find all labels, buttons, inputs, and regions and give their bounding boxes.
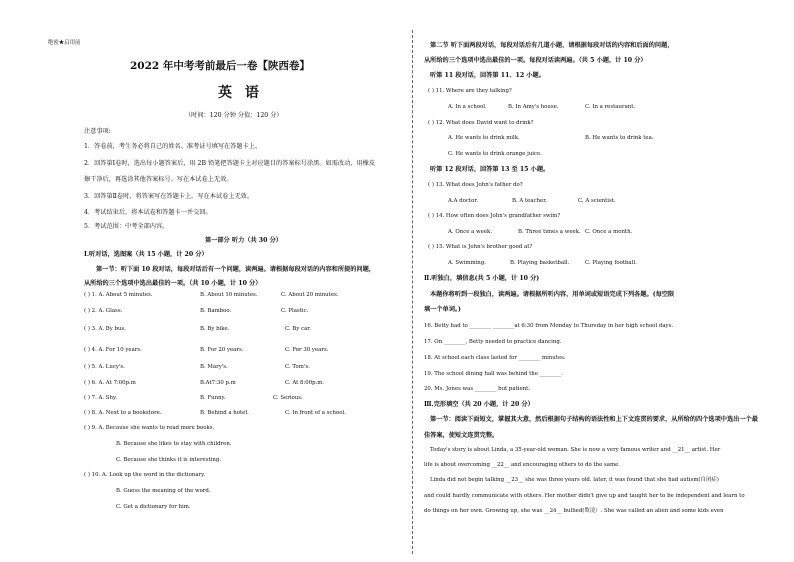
option-c: C. Once a month.: [585, 229, 633, 235]
option-b: B. Guess the meaning of the word.: [116, 488, 211, 494]
question-stem: ( ) 12. What does David want to drink?: [428, 120, 534, 126]
option-c: C. By car.: [285, 326, 312, 332]
option-b: B. Mary's.: [200, 364, 228, 370]
option-b: B. For 20 years.: [200, 347, 244, 353]
part1-title: 第一部分 听力（共 30 分）: [205, 237, 282, 244]
option-c: C. Tom's.: [285, 364, 310, 370]
question-stem: ( ) 11. Where are they talking?: [428, 88, 512, 94]
question-stem: ( ) 9. A. Because she wants to read more books.: [84, 425, 215, 431]
note-item: 5．考试范围：中考全部内容。: [84, 223, 169, 230]
question-stem: ( ) 8. A. Next to a bookstore.: [84, 410, 162, 416]
option-b: B. Because she likes to stay with children.: [116, 441, 232, 447]
option-b: B. Playing basketball.: [510, 260, 570, 266]
note-item: 2．回答第Ⅰ卷时，选出每小题答案后，用 2B 铅笔把答题卡上对应题目的答案标号涂黑。如需改动，用橡皮: [84, 160, 376, 167]
option-b: B. Three times a week.: [518, 229, 581, 235]
fill-blank-item: 18. At school each class lasted for ________ minutes.: [424, 355, 566, 361]
section3-instruction: 佳答案，使短文连贯完整。: [424, 432, 499, 439]
dialogue-title: 听第 12 段对话，回答第 13 至 15 小题。: [430, 166, 550, 173]
section1-instruction: 第一节：听下面 10 段对话，每段对话后有一个问题，读两遍。请根据每段对话的内容和所提的问题，: [96, 266, 375, 273]
note-item: 1．答卷前，考生务必将自己的姓名、准考证号填写在答题卡上。: [84, 143, 262, 150]
option-a: A. In a school.: [448, 104, 487, 110]
option-a: A. Once a week.: [448, 229, 493, 235]
passage-line: Today's story is about Linda, a 35-year-old woman. She is now a very famous writer and __21__ artist. Her: [430, 447, 721, 453]
option-a: A. Swimming.: [448, 260, 486, 266]
option-b: B. Funny.: [200, 395, 226, 401]
option-c: C. Plastic.: [281, 308, 309, 314]
section3-title: Ⅲ.完形填空（共 20 小题，计 20 分）: [424, 401, 534, 408]
option-a: A. He wants to drink milk.: [448, 135, 520, 141]
question-stem: ( ) 4. A. For 10 years.: [84, 347, 142, 353]
option-c: C. In a restaurant.: [585, 104, 636, 110]
section1-title: Ⅰ.听对话，选图案（共 15 小题，计 20 分）: [84, 251, 208, 258]
notes-title: 注意事项:: [84, 128, 111, 135]
question-stem: ( ) 15. What is John's brother good at?: [428, 244, 533, 250]
question-stem: ( ) 7. A. Shy.: [84, 395, 118, 401]
question-stem: ( ) 2. A. Glass.: [84, 308, 123, 314]
fill-blank-item: 19. The school dining hall was behind the ________.: [424, 371, 563, 377]
option-c: C. He wants to drink orange juice.: [448, 151, 542, 157]
option-c: C. Serious.: [273, 395, 303, 401]
question-stem: ( ) 14. How often does John's grandfather swim?: [428, 213, 561, 219]
question-stem: ( ) 1. A. About 5 minutes.: [84, 292, 153, 298]
section1-instruction: 从所给的三个选项中选出最佳的一项。（共 10 小题，计 10 分）: [84, 280, 262, 287]
section2-instruction: 从所给的三个选项中选出最佳的一项。每段对话读两遍。（共 5 小题，计 10 分）: [424, 57, 647, 64]
fill-blank-item: 17. On ________, Betty needed to practice dancing.: [424, 339, 562, 345]
note-item: 4．考试结束后，将本试卷和答题卡一并交回。: [84, 209, 212, 216]
question-stem: ( ) 13. What does John's father do?: [428, 182, 523, 188]
option-c: C. Get a dictionary for him.: [116, 504, 191, 510]
column-divider: [412, 30, 413, 554]
option-b: B. Bamboo.: [200, 308, 232, 314]
option-b: B. By bike.: [200, 326, 230, 332]
option-b: B.At7:30 p.m: [200, 380, 236, 386]
exam-title: 2022 年中考考前最后一卷【陕西卷】: [130, 60, 310, 72]
time-score: （时间：120 分钟 分值：120 分）: [185, 112, 283, 119]
subject-title: 英 语: [218, 85, 263, 101]
option-b: B. He wants to drink tea.: [585, 135, 654, 141]
passage-line: Linda did not begin talking __23__ she was three years old. later, it was found that she had autism(自闭症): [430, 477, 719, 483]
option-b: B. About 10 minutes.: [200, 292, 258, 298]
passage-line: do things on her own. Growing up, she was __24__ bullied(欺凌）. She was called an alien and some kids even: [424, 508, 724, 514]
question-stem: ( ) 3. A. By bus.: [84, 326, 126, 332]
option-c: C. For 30 years.: [285, 347, 329, 353]
passage-line: and could hardly communicate with others. Her mother didn't give up and taught her to be independent and learn to: [424, 493, 745, 499]
right-column: [420, 0, 794, 562]
section2-instruction: 第二节 听下面两段对话，每段对话后有几道小题，请根据每段对话的内容和后面的问题，: [430, 42, 674, 49]
question-stem: ( ) 10. A. Look up the word in the dictionary.: [84, 472, 206, 478]
option-c: C. Playing football.: [585, 260, 637, 266]
option-b: B. Behind a hotel.: [200, 410, 249, 416]
section2-listen-instruction: 填一个单词。): [424, 306, 461, 313]
dialogue-title: 听第 11 段对话，回答第 11、12 小题。: [430, 72, 545, 79]
section3-instruction: 第一节：阅读下面短文，掌握其大意，然后根据句子结构的语法性和上下文连贯的要求，从所给的四个选项中选出一个最: [430, 416, 758, 423]
fill-blank-item: 20. Ms. Jones was ________ but patient.: [424, 386, 531, 392]
option-c: C. Because she thinks it is interesting.: [116, 457, 222, 463]
option-c: C. A scientist.: [578, 198, 616, 204]
note-item: 3．回答第Ⅱ卷时，将答案写在答题卡上。写在本试卷上无效。: [84, 193, 254, 200]
option-c: C. In front of a school.: [285, 410, 346, 416]
section2-title: Ⅱ.听独白，填信息(共 5 小题，计 10 分): [424, 275, 540, 282]
option-b: B. In Amy's house.: [508, 104, 559, 110]
section2-listen-instruction: 本题你将听到一段独白，读两遍。请根据所听内容，用单词或短语完成下列各题。(每空限: [430, 291, 675, 298]
secret-label: 绝密★启用前: [48, 40, 81, 46]
passage-line: life is about overcoming __22__ and encouraging others to do the same.: [424, 462, 621, 468]
fill-blank-item: 16. Betty had to ________ ________at 6:30 from Monday to Thursday in her high school days.: [424, 323, 674, 329]
question-stem: ( ) 5. A. Lucy's.: [84, 364, 125, 370]
option-c: C. About 20 minutes.: [281, 292, 339, 298]
option-c: C. At 8:00p.m.: [285, 380, 325, 386]
note-item: 擦干净后，再选涂其他答案标号。写在本试卷上无效。: [84, 176, 233, 183]
question-stem: ( ) 6. A. At 7:00p.m: [84, 380, 136, 386]
option-b: B. A teacher.: [512, 198, 547, 204]
option-a: A.A doctor.: [448, 198, 479, 204]
